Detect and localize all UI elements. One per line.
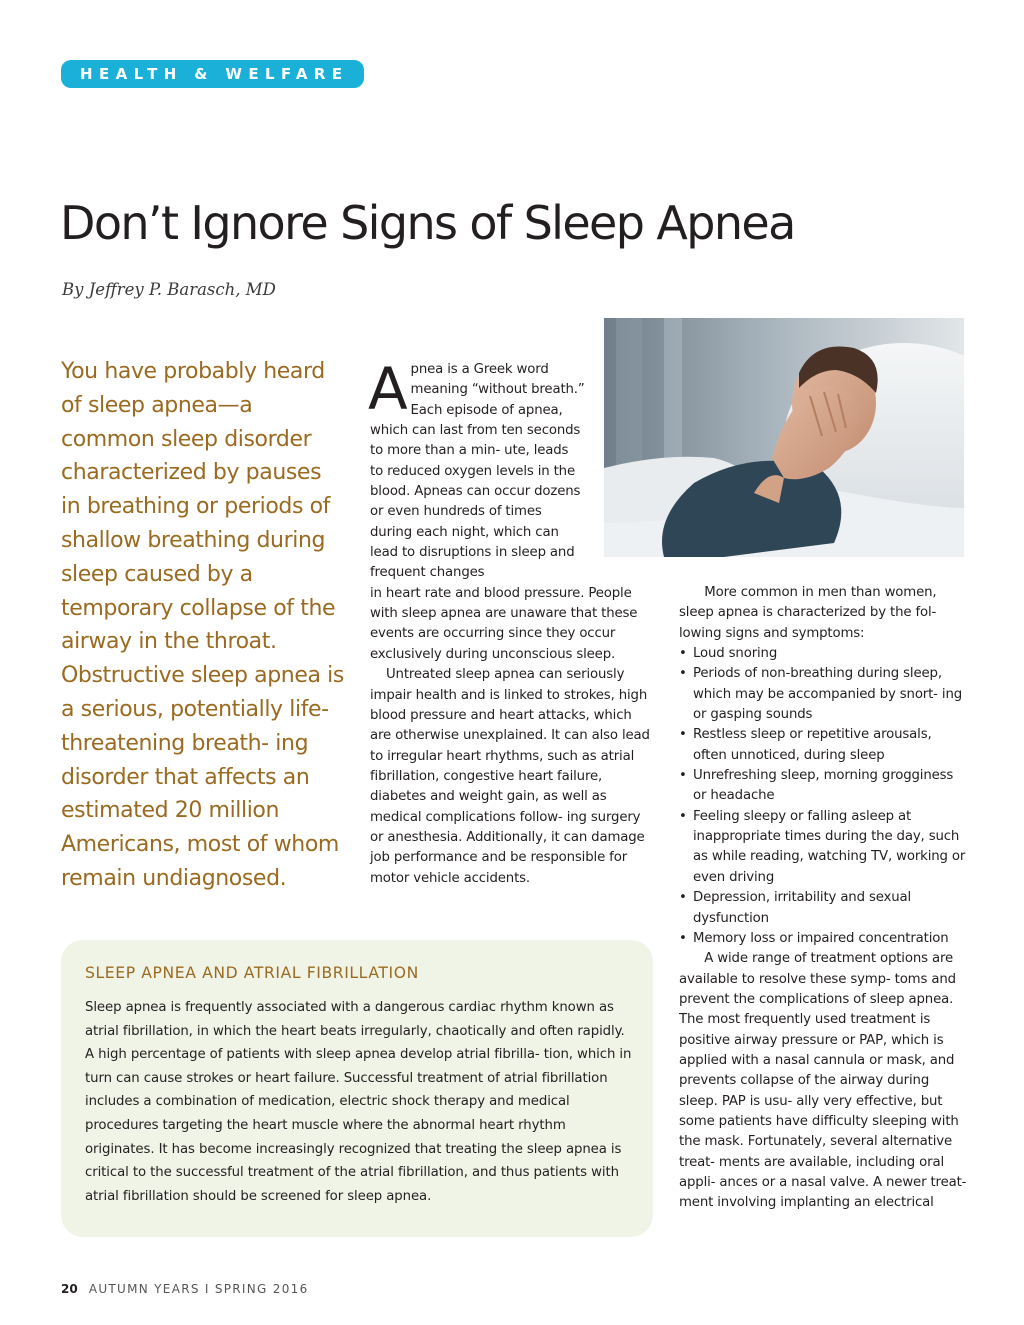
- byline: By Jeffrey P. Barasch, MD: [62, 280, 276, 299]
- page-footer: [61, 1282, 309, 1296]
- symptoms-intro: More common in men than women, sleep apnea is characterized by the fol- lowing signs and symptoms:: [679, 585, 937, 641]
- list-item: • Unrefreshing sleep, morning grogginess or headache: [679, 766, 969, 807]
- list-item: • Loud snoring: [679, 644, 969, 664]
- list-item: • Periods of non-breathing during sleep, which may be accompanied by snort- ing or gasping sounds: [679, 664, 969, 725]
- sidebar-body: Sleep apnea is frequently associated with a dangerous cardiac rhythm known as atrial fibrillation, in which the heart beats irregularly, chaotically and often rapidly. A high percentage of patients with sleep apnea develop atrial fibrilla- tion, which in turn can cause strokes or heart failure. Successful treatment of atrial fibrillation includes a combination of medication, electric shock therapy and medical procedures targeting the heart muscle where the abnormal heart rhythm originates. It has become increasingly recognized that treating the sleep apnea is critical to the successful treatment of the atrial fibrillation, and thus patients with atrial fibrillation should be screened for sleep apnea.: [85, 1000, 632, 1204]
- publication-name: AUTUMN YEARS: [88, 1282, 200, 1296]
- article-intro-narrow: pnea is a Greek word meaning “without breath.” Each episode of apnea, which can last from ten seconds to more than a min- ute, leads to reduced oxygen levels in the blood. Apneas can occur dozens or even hundreds of times during each night, which can lead to disruptions in sleep and frequent changes: [370, 362, 585, 581]
- section-tag: HEALTH & WELFARE: [61, 60, 364, 88]
- article-title: Don’t Ignore Signs of Sleep Apnea: [60, 196, 795, 250]
- symptom-list: [679, 644, 969, 949]
- page-number: 20: [61, 1282, 78, 1296]
- list-item: • Restless sleep or repetitive arousals, often unnoticed, during sleep: [679, 725, 969, 766]
- treatment-paragraph: A wide range of treatment options are available to resolve these symp- toms and prevent the complications of sleep apnea. The most frequently used treatment is positive airway pressure or PAP, which is applied with a nasal cannula or mask, and prevents collapse of the airway during sleep. PAP is usu- ally very effective, but some patients have difficulty sleeping with the mask. Fortunately, several alternative treat- ments are available, including oral appli- ances or a nasal valve. A newer treat- ment involving implanting an electrical: [679, 951, 967, 1211]
- list-item: • Depression, irritability and sexual dysfunction: [679, 888, 969, 929]
- sidebar-box: [61, 940, 653, 1237]
- photo-illustration: [604, 318, 964, 557]
- article-intro-rest: in heart rate and blood pressure. People with sleep apnea are unaware that these events are occurring since they occur exclusively during unconscious sleep.: [370, 585, 638, 662]
- article-paragraph-2: Untreated sleep apnea can seriously impair health and is linked to strokes, high blood pressure and heart attacks, which are otherwise unexplained. It can also lead to irregular heart rhythms, such as atrial fibrillation, congestive heart failure, diabetes and weight gain, as well as medical complications follow- ing surgery or anesthesia. Additionally, it can damage job performance and be responsible for motor vehicle accidents.: [370, 667, 650, 886]
- drop-cap: A: [368, 355, 408, 423]
- sidebar-heading: SLEEP APNEA AND ATRIAL FIBRILLATION: [85, 964, 419, 982]
- issue-info: I SPRING 2016: [204, 1282, 309, 1296]
- list-item: • Memory loss or impaired concentration: [679, 929, 969, 949]
- sleeping-man-photo: [604, 318, 964, 557]
- article-column-right: [679, 583, 969, 1214]
- pull-quote: You have probably heard of sleep apnea—a common sleep disorder characterized by pauses in breathing or periods of shallow breathing during sleep caused by a temporary collapse of the airway in the throat. Obstructive sleep apnea is a serious, potentially life-threatening breath- ing disorder that affects an estimated 20 million Americans, most of whom remain undiagnosed.: [61, 359, 344, 891]
- list-item: • Feeling sleepy or falling asleep at inappropriate times during the day, such as while reading, watching TV, working or even driving: [679, 807, 969, 888]
